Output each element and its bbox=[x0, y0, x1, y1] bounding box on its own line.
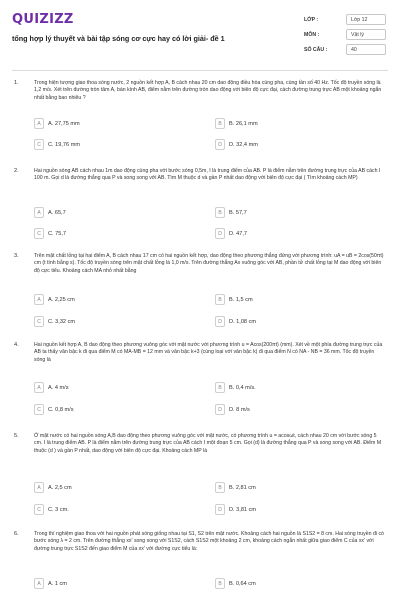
option-text: A. 2,25 cm bbox=[48, 296, 75, 303]
option-letter-box: A bbox=[34, 482, 44, 493]
option-letter-box: C bbox=[34, 404, 44, 415]
option-letter-box: C bbox=[34, 316, 44, 327]
option-text: D. 8 m/s bbox=[229, 406, 250, 413]
option-letter-box: A bbox=[34, 578, 44, 589]
option-a[interactable] bbox=[34, 118, 184, 129]
option-text: A. 27,75 mm bbox=[48, 120, 80, 127]
meta-row-class bbox=[304, 14, 386, 26]
option-text: B. 0,64 cm bbox=[229, 580, 256, 587]
worksheet-header bbox=[0, 0, 400, 62]
question-number: 1. bbox=[14, 80, 19, 86]
meta-label: MÔN : bbox=[304, 32, 320, 38]
option-letter-box: A bbox=[34, 382, 44, 393]
option-d[interactable] bbox=[215, 228, 365, 239]
question-text: Trong hiện tượng giao thoa sóng nước, 2 nguồn kết hợp A, B cách nhau 20 cm dao động điều hòa cùng pha, cùng tần số 40 Hz. Tốc độ truyền sóng là 1,2 m/s. Xét trên đường tròn tâm A, bán kính AB, điểm nằm trên đường tròn dao động với biên độ cực đại, cách đường trung trực AB một khoảng ngắn nhất bằng bao nhiêu ? bbox=[34, 80, 382, 101]
option-text: A. 4 m/s bbox=[48, 384, 69, 391]
question-number: 3. bbox=[14, 253, 19, 259]
option-text: B. 57,7 bbox=[229, 209, 247, 216]
option-c[interactable] bbox=[34, 139, 184, 150]
meta-label: LỚP : bbox=[304, 17, 319, 23]
option-letter-box: D bbox=[215, 139, 225, 150]
quizizz-logo: QUIZIZZ bbox=[12, 12, 74, 27]
meta-label: SỐ CÂU : bbox=[304, 47, 328, 53]
header-divider bbox=[12, 70, 388, 71]
option-letter-box: D bbox=[215, 504, 225, 515]
option-text: B. 1,5 cm bbox=[229, 296, 253, 303]
option-letter-box: B bbox=[215, 578, 225, 589]
option-text: B. 2,81 cm bbox=[229, 484, 256, 491]
option-text: B. 0,4 m/s. bbox=[229, 384, 256, 391]
option-a[interactable] bbox=[34, 294, 184, 305]
option-text: A. 65,7 bbox=[48, 209, 66, 216]
option-a[interactable] bbox=[34, 207, 184, 218]
option-b[interactable] bbox=[215, 382, 365, 393]
option-letter-box: D bbox=[215, 404, 225, 415]
option-b[interactable] bbox=[215, 578, 365, 589]
option-c[interactable] bbox=[34, 228, 184, 239]
question-text: Trên mặt chất lỏng tại hai điểm A, B cách nhau 17 cm có hai nguồn kết hợp, dao động theo phương thẳng đứng với phương trình: uA = uB = 2cos(50πt) cm (t tính bằng s). Tốc độ truyền sóng trên mặt chất lỏng là 1,0 m/s. Trên đường thẳng Ax vuông góc với AB, phần tử chất lỏng tại M dao động với biên độ cực tiểu. Khoảng cách MA nhỏ nhất bằng bbox=[34, 253, 384, 274]
option-letter-box: B bbox=[215, 294, 225, 305]
option-letter-box: B bbox=[215, 482, 225, 493]
option-letter-box: B bbox=[215, 207, 225, 218]
question-number: 4. bbox=[14, 342, 19, 348]
option-text: D. 32,4 mm bbox=[229, 141, 258, 148]
option-text: C. 0,8 m/s bbox=[48, 406, 74, 413]
option-d[interactable] bbox=[215, 404, 365, 415]
option-b[interactable] bbox=[215, 482, 365, 493]
option-letter-box: D bbox=[215, 228, 225, 239]
option-letter-box: B bbox=[215, 382, 225, 393]
option-text: A. 1 cm bbox=[48, 580, 67, 587]
option-letter-box: A bbox=[34, 207, 44, 218]
option-text: B. 26,1 mm bbox=[229, 120, 258, 127]
option-text: D. 3,81 cm bbox=[229, 506, 257, 513]
question-number: 5. bbox=[14, 433, 19, 439]
option-letter-box: C bbox=[34, 504, 44, 515]
option-letter-box: C bbox=[34, 228, 44, 239]
option-text: C. 3,32 cm bbox=[48, 318, 76, 325]
option-d[interactable] bbox=[215, 139, 365, 150]
meta-value: Vật lý bbox=[346, 29, 386, 40]
worksheet-title: tổng hợp lý thuyết và bài tập sóng cơ cực hay có lời giải- đề 1 bbox=[12, 34, 225, 43]
option-a[interactable] bbox=[34, 578, 184, 589]
option-c[interactable] bbox=[34, 504, 184, 515]
question-number: 6. bbox=[14, 531, 19, 537]
question-text: Hai nguồn sóng AB cách nhau 1m dao động cùng pha với bước sóng 0,5m, I là trung điểm của AB. P là điểm nằm trên đường trung trực của AB cách I 100 m. Gọi d là đường thẳng qua P và song song với AB. Tìm M thuộc d và gần P nhất dao động với biên độ cực đại ( Tìm khoảng cách MP) bbox=[34, 168, 381, 182]
option-a[interactable] bbox=[34, 482, 184, 493]
option-a[interactable] bbox=[34, 382, 184, 393]
option-text: D. 1,08 cm bbox=[229, 318, 257, 325]
option-text: A. 2,5 cm bbox=[48, 484, 72, 491]
question-text: Hai nguồn kết hợp A, B dao động theo phương vuông góc với mặt nước với phương trình u = Acos(200πt) (mm). Xét về một phía đường trung trực của AB ta thấy vân bậc k đi qua điểm M có MA-MB = 12 mm và vân bậc k+3 (cùng loại với vân bậc k) đi qua điểm N có NA - NB = 36 mm. Tốc độ truyền sóng là bbox=[34, 342, 383, 363]
option-text: C. 75,7 bbox=[48, 230, 67, 237]
option-letter-box: C bbox=[34, 139, 44, 150]
option-text: C. 19,76 mm bbox=[48, 141, 81, 148]
option-b[interactable] bbox=[215, 294, 365, 305]
option-letter-box: D bbox=[215, 316, 225, 327]
option-text: D. 47,7 bbox=[229, 230, 248, 237]
option-d[interactable] bbox=[215, 504, 365, 515]
meta-row-subject bbox=[304, 29, 386, 41]
option-letter-box: B bbox=[215, 118, 225, 129]
option-b[interactable] bbox=[215, 207, 365, 218]
option-b[interactable] bbox=[215, 118, 365, 129]
meta-value: Lớp 12 bbox=[346, 14, 386, 25]
option-letter-box: A bbox=[34, 294, 44, 305]
question-text: Trong thí nghiệm giao thoa với hai nguồn phát sóng giống nhau tại S1, S2 trên mặt nước. Khoảng cách hai nguồn là S1S2 = 8 cm. Hai sóng truyền đi có bước sóng λ = 2 cm. Trên đường thẳng xx' song song với S1S2, cách S1S2 một khoảng 2 cm, khoảng cách ngắn nhất giữa giao điểm C của xx' với đường trung trực S1S2 đến giao điểm M của xx' với đường cực tiểu là: bbox=[34, 531, 384, 552]
option-text: C. 3 cm. bbox=[48, 506, 69, 513]
question-text: Ở mặt nước có hai nguồn sóng A,B dao động theo phương vuông góc với mặt nước, có phương trình u = acosωt, cách nhau 20 cm với bước sóng 5 cm. I là trung điểm AB. P là điểm nằm trên đường trung trực của AB cách I một đoạn 5 cm. Gọi (d) là đường thẳng qua P và song song với AB. Điểm M thuộc (d ) và gần P nhất, dao động với biên độ cực đại. Khoảng cách MP là bbox=[34, 433, 382, 454]
meta-value: 40 bbox=[346, 44, 386, 55]
meta-row-question-count bbox=[304, 44, 386, 56]
option-c[interactable] bbox=[34, 404, 184, 415]
question-number: 2. bbox=[14, 168, 19, 174]
option-c[interactable] bbox=[34, 316, 184, 327]
option-letter-box: A bbox=[34, 118, 44, 129]
option-d[interactable] bbox=[215, 316, 365, 327]
